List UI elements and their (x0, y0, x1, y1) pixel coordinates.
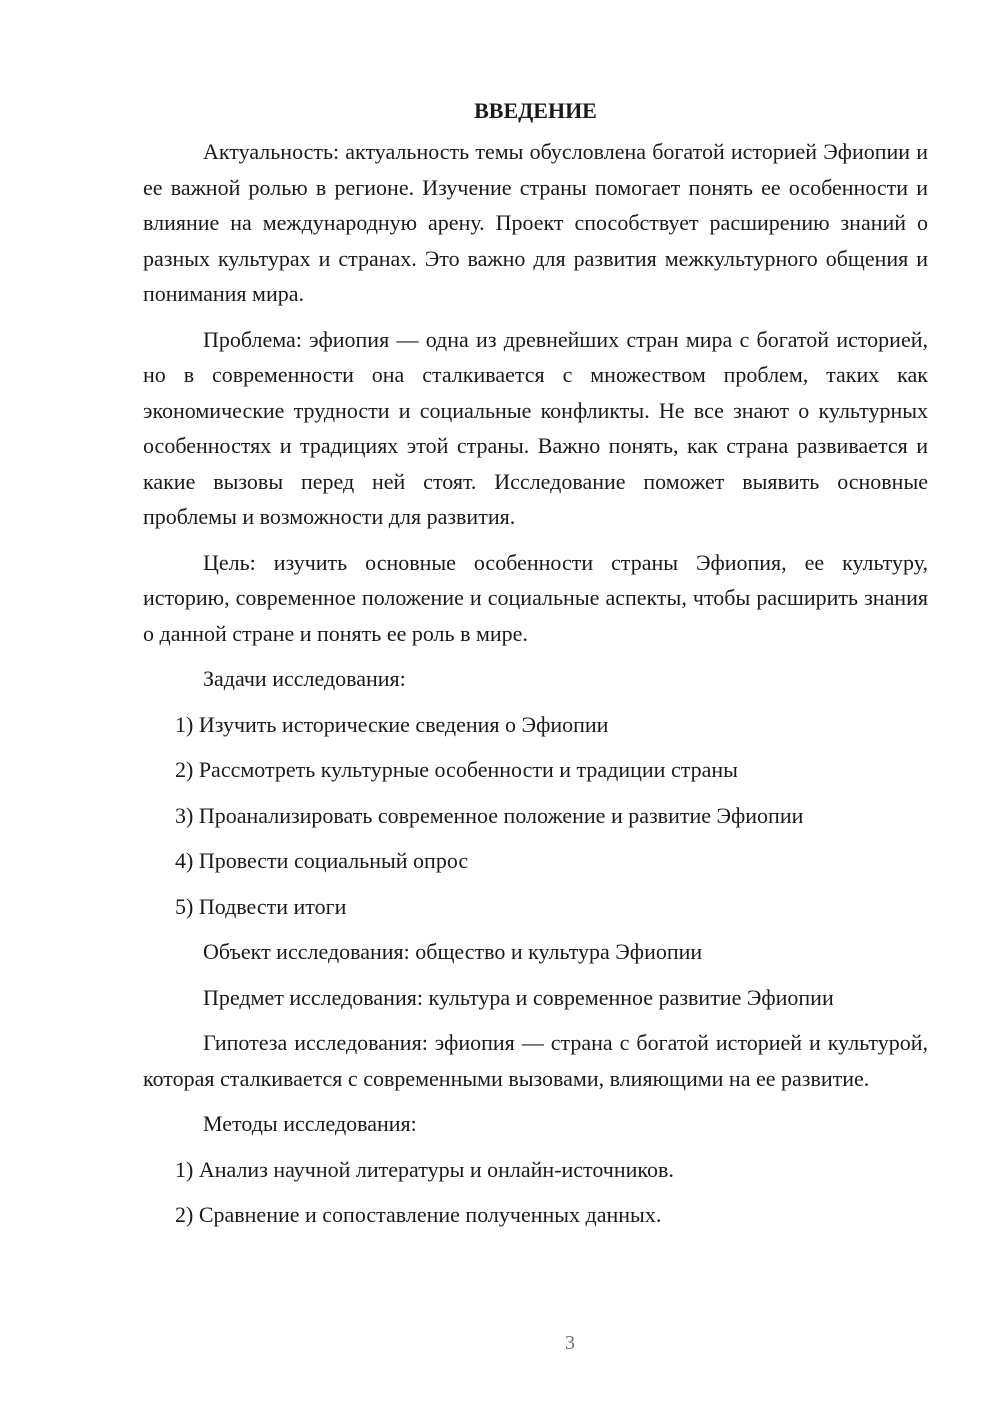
task-item: 1) Изучить исторические сведения о Эфиопии (175, 711, 609, 737)
task-item: 2) Рассмотреть культурные особенности и традиции страны (175, 757, 738, 782)
task-item: 4) Провести социальный опрос (175, 848, 469, 873)
method-item: 2) Сравнение и сопоставление полученных данных. (175, 1202, 662, 1227)
task-item: 5) Подвести итоги (175, 893, 347, 919)
task-item: 3) Проанализировать современное положение и развитие Эфиопии (175, 802, 804, 828)
page-content (143, 96, 928, 1243)
hypothesis-paragraph: Гипотеза исследования: эфиопия — страна с богатой историей и культурой, которая сталкивается с современными вызовами, влияющими на ее развитие. (143, 1030, 928, 1091)
goal-paragraph: Цель: изучить основные особенности страны Эфиопия, ее культуру, историю, современное положение и социальные аспекты, чтобы расширить знания о данной стране и понять ее роль в мире. (143, 549, 928, 646)
tasks-heading: Задачи исследования: (203, 666, 406, 691)
research-object: Объект исследования: общество и культура Эфиопии (203, 939, 703, 964)
page-number: 3 (565, 1332, 575, 1354)
problem-paragraph: Проблема: эфиопия — одна из древнейших стран мира с богатой историей, но в современности она сталкивается с множеством проблем, таких как экономические трудности и социальные конфликты. Не все знают о культурных особенностях и традициях этой страны. Важно понять, как страна развивается и какие вызовы перед ней стоят. Исследование поможет выявить основные проблемы и возможности для развития. (143, 326, 928, 529)
research-subject: Предмет исследования: культура и современное развитие Эфиопии (203, 984, 834, 1010)
relevance-paragraph: Актуальность: актуальность темы обусловлена богатой историей Эфиопии и ее важной ролью в регионе. Изучение страны помогает понять ее особенности и влияние на международную арену. Проект способствует расширению знаний о разных культурах и странах. Это важно для развития межкультурного общения и понимания мира. (143, 139, 928, 306)
methods-heading: Методы исследования: (203, 1111, 417, 1136)
method-item: 1) Анализ научной литературы и онлайн-источников. (175, 1156, 674, 1182)
section-title: ВВЕДЕНИЕ (474, 98, 597, 123)
